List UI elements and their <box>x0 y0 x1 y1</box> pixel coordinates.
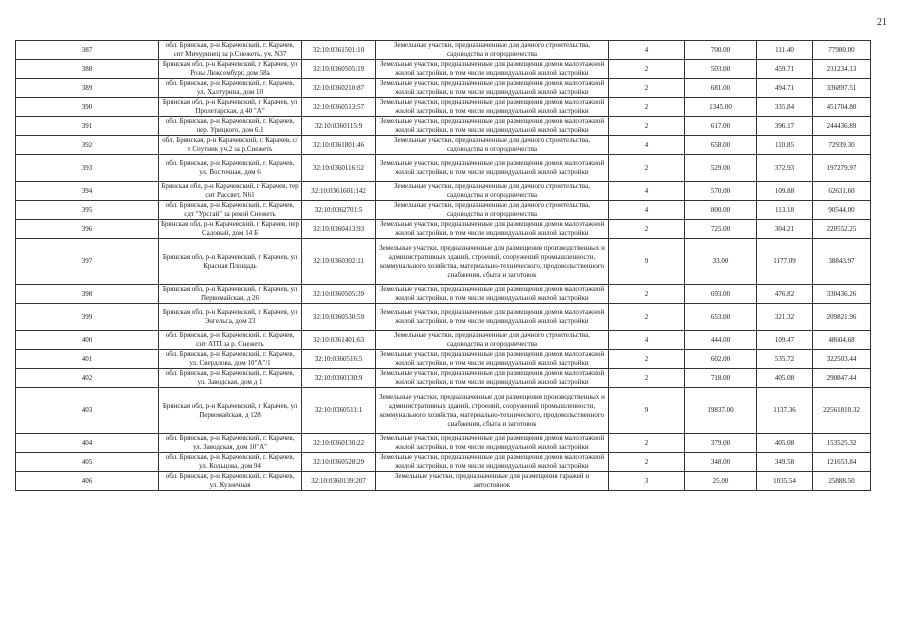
cadastral-number: 32:10:0360139:207 <box>302 472 376 491</box>
cadastral-number: 32:10:0360513:57 <box>302 98 376 117</box>
table-row <box>16 220 871 239</box>
land-area: 718.00 <box>685 369 757 388</box>
land-area: 503.00 <box>685 60 757 79</box>
address-cell: обл. Брянская, р-н Карачевский, г. Карачев, ул. Заводская, дом д 1 <box>159 369 302 388</box>
row-number: 392 <box>16 136 159 155</box>
use-category: 9 <box>609 388 685 434</box>
land-area: 1345.00 <box>685 98 757 117</box>
table-row <box>16 155 871 182</box>
address-cell: обл. Брянская, р-н Карачевский, г. Карачев, ул. Кузнечная <box>159 472 302 491</box>
permitted-use: Земельные участки, предназначенные для размещения домов малоэтажной жилой застройки, в том числе индивидуальной жилой застройки <box>376 155 609 182</box>
specific-value: 459.71 <box>757 60 813 79</box>
row-number: 402 <box>16 369 159 388</box>
cadastral-number: 32:10:0360505:39 <box>302 285 376 304</box>
permitted-use: Земельные участки, предназначенные для размещения производственных и административных зданий, строений, сооружений промышленности, коммунального хозяйства, материально-технического, продовольственного снабжения, сбыта и заготовок <box>376 388 609 434</box>
permitted-use: Земельные участки, предназначенные для размещения домов малоэтажной жилой застройки, в том числе индивидуальной жилой застройки <box>376 285 609 304</box>
use-category: 4 <box>609 201 685 220</box>
cadastral-number: 32:10:0360530:59 <box>302 304 376 331</box>
table-row <box>16 350 871 369</box>
address-cell: Брянская обл, р-н Карачевский, г Карачев, пер Садовый, дом 14 Б <box>159 220 302 239</box>
cadastral-number: 32:10:0361801:46 <box>302 136 376 155</box>
specific-value: 1137.36 <box>757 388 813 434</box>
cadastral-number: 32:10:0362701:5 <box>302 201 376 220</box>
row-number: 398 <box>16 285 159 304</box>
use-category: 2 <box>609 434 685 453</box>
address-cell: Брянская обл, р-н Карачевский, г Карачев, ул Энгельса, дом 23 <box>159 304 302 331</box>
cadastral-number: 32:10:0360130:22 <box>302 434 376 453</box>
permitted-use: Земельные участки, предназначенные для дачного строительства, садоводства и огородничества <box>376 136 609 155</box>
cadastral-number: 32:10:0360528:29 <box>302 453 376 472</box>
use-category: 4 <box>609 182 685 201</box>
cadastral-value: 451704.80 <box>813 98 871 117</box>
land-area: 693.00 <box>685 285 757 304</box>
cadastral-value: 72939.30 <box>813 136 871 155</box>
cadastral-number: 32:10:0361401:63 <box>302 331 376 350</box>
cadastral-value: 38843.97 <box>813 239 871 285</box>
land-area: 33.00 <box>685 239 757 285</box>
land-area: 19837.00 <box>685 388 757 434</box>
use-category: 2 <box>609 304 685 331</box>
table-row <box>16 304 871 331</box>
address-cell: Брянская обл, р-н Карачевский, г Карачев, ул Розы Люксембург, дом 58а <box>159 60 302 79</box>
land-area: 379.00 <box>685 434 757 453</box>
use-category: 4 <box>609 331 685 350</box>
table-row <box>16 182 871 201</box>
land-registry-table <box>15 40 871 491</box>
cadastral-value: 220552.25 <box>813 220 871 239</box>
land-area: 725.00 <box>685 220 757 239</box>
row-number: 394 <box>16 182 159 201</box>
address-cell: обл. Брянская, р-н Карачевский, г. Карачев, пер. Урицкого, дом 6.1 <box>159 117 302 136</box>
cadastral-value: 90544.00 <box>813 201 871 220</box>
address-cell: обл. Брянская, р-н Карачевский, г. Карачев, ул. Заводская, дом 10"А" <box>159 434 302 453</box>
row-number: 400 <box>16 331 159 350</box>
row-number: 399 <box>16 304 159 331</box>
specific-value: 494.71 <box>757 79 813 98</box>
cadastral-value: 244436.89 <box>813 117 871 136</box>
specific-value: 476.82 <box>757 285 813 304</box>
cadastral-value: 48604.68 <box>813 331 871 350</box>
address-cell: Брянская обл, р-н Карачевский, г Карачев, ул Первомайская, д 26 <box>159 285 302 304</box>
use-category: 2 <box>609 98 685 117</box>
row-number: 405 <box>16 453 159 472</box>
table-row <box>16 388 871 434</box>
address-cell: обл. Брянская, р-н Карачевский, г. Карачев, ул. Восточная, дом 6 <box>159 155 302 182</box>
table-row <box>16 472 871 491</box>
use-category: 2 <box>609 79 685 98</box>
address-cell: обл. Брянская, р-н Карачевский, г. Карачев, снт АТП за р. Снежеть <box>159 331 302 350</box>
table-row <box>16 369 871 388</box>
specific-value: 1177.09 <box>757 239 813 285</box>
use-category: 3 <box>609 472 685 491</box>
specific-value: 111.40 <box>757 41 813 60</box>
specific-value: 1035.54 <box>757 472 813 491</box>
table-row <box>16 41 871 60</box>
permitted-use: Земельные участки, предназначенные для дачного строительства, садоводства и огородничества <box>376 201 609 220</box>
land-area: 444.00 <box>685 331 757 350</box>
table-row <box>16 331 871 350</box>
land-area: 800.00 <box>685 201 757 220</box>
use-category: 2 <box>609 350 685 369</box>
row-number: 393 <box>16 155 159 182</box>
cadastral-number: 32:10:0360130:9 <box>302 369 376 388</box>
table-row <box>16 79 871 98</box>
permitted-use: Земельные участки, предназначенные для размещения домов малоэтажной жилой застройки, в том числе индивидуальной жилой застройки <box>376 453 609 472</box>
cadastral-number: 32:10:0360413:93 <box>302 220 376 239</box>
table-row <box>16 239 871 285</box>
specific-value: 535.72 <box>757 350 813 369</box>
specific-value: 335.84 <box>757 98 813 117</box>
address-cell: обл. Брянская, р-н Карачевский, г. Карачев, ул. Кольцова, дом 94 <box>159 453 302 472</box>
cadastral-number: 32:10:0360511:1 <box>302 388 376 434</box>
cadastral-value: 330436.26 <box>813 285 871 304</box>
cadastral-value: 290847.44 <box>813 369 871 388</box>
page-number: 21 <box>877 17 887 28</box>
use-category: 4 <box>609 136 685 155</box>
permitted-use: Земельные участки, предназначенные для размещения гаражей и автостоянок <box>376 472 609 491</box>
cadastral-value: 121653.84 <box>813 453 871 472</box>
cadastral-number: 32:10:0360302:11 <box>302 239 376 285</box>
permitted-use: Земельные участки, предназначенные для размещения производственных и административных зданий, строений, сооружений промышленности, коммунального хозяйства, материально-технического, продовольственного снабжения, сбыта и заготовок <box>376 239 609 285</box>
land-area: 570.00 <box>685 182 757 201</box>
table-row <box>16 117 871 136</box>
row-number: 397 <box>16 239 159 285</box>
use-category: 2 <box>609 285 685 304</box>
cadastral-value: 209821.96 <box>813 304 871 331</box>
use-category: 2 <box>609 60 685 79</box>
land-area: 658.00 <box>685 136 757 155</box>
land-area: 653.00 <box>685 304 757 331</box>
use-category: 2 <box>609 369 685 388</box>
permitted-use: Земельные участки, предназначенные для размещения домов малоэтажной жилой застройки, в том числе индивидуальной жилой застройки <box>376 369 609 388</box>
table-row <box>16 285 871 304</box>
table-row <box>16 60 871 79</box>
use-category: 2 <box>609 453 685 472</box>
land-area: 25.00 <box>685 472 757 491</box>
use-category: 2 <box>609 117 685 136</box>
specific-value: 304.21 <box>757 220 813 239</box>
cadastral-value: 336897.51 <box>813 79 871 98</box>
table-row <box>16 98 871 117</box>
address-cell: Брянская обл, р-н Карачевский, г Карачев, ул Пролетарская, д 40 "А" <box>159 98 302 117</box>
row-number: 404 <box>16 434 159 453</box>
use-category: 2 <box>609 155 685 182</box>
row-number: 406 <box>16 472 159 491</box>
cadastral-value: 22561810.32 <box>813 388 871 434</box>
land-area: 700.00 <box>685 41 757 60</box>
specific-value: 405.08 <box>757 434 813 453</box>
address-cell: Брянская обл, р-н Карачевский, г Карачев, ул Первомайская, д 128 <box>159 388 302 434</box>
cadastral-value: 153525.32 <box>813 434 871 453</box>
address-cell: обл. Брянская, р-н Карачевский, г. Карачев, ул. Свердлова, дом 10"А"/1 <box>159 350 302 369</box>
permitted-use: Земельные участки, предназначенные для размещения домов малоэтажной жилой застройки, в том числе индивидуальной жилой застройки <box>376 304 609 331</box>
table-row <box>16 434 871 453</box>
row-number: 388 <box>16 60 159 79</box>
land-area: 602.00 <box>685 350 757 369</box>
cadastral-value: 62631.60 <box>813 182 871 201</box>
cadastral-value: 322503.44 <box>813 350 871 369</box>
permitted-use: Земельные участки, предназначенные для размещения домов малоэтажной жилой застройки, в том числе индивидуальной жилой застройки <box>376 350 609 369</box>
cadastral-value: 231234.13 <box>813 60 871 79</box>
row-number: 395 <box>16 201 159 220</box>
specific-value: 110.85 <box>757 136 813 155</box>
permitted-use: Земельные участки, предназначенные для размещения домов малоэтажной жилой застройки, в том числе индивидуальной жилой застройки <box>376 98 609 117</box>
cadastral-value: 77980.00 <box>813 41 871 60</box>
permitted-use: Земельные участки, предназначенные для размещения домов малоэтажной жилой застройки, в том числе индивидуальной жилой застройки <box>376 79 609 98</box>
address-cell: Брянская обл, р-н Карачевский, г Карачев, ул Красная Площадь <box>159 239 302 285</box>
row-number: 396 <box>16 220 159 239</box>
specific-value: 396.17 <box>757 117 813 136</box>
permitted-use: Земельные участки, предназначенные для размещения домов малоэтажной жилой застройки, в том числе индивидуальной жилой застройки <box>376 60 609 79</box>
permitted-use: Земельные участки, предназначенные для размещения домов малоэтажной жилой застройки, в том числе индивидуальной жилой застройки <box>376 434 609 453</box>
table-row <box>16 453 871 472</box>
use-category: 2 <box>609 220 685 239</box>
cadastral-number: 32:10:0361601:142 <box>302 182 376 201</box>
address-cell: Брянская обл, р-н Карачевский, г Карачев, тер снт Рассвет, N61 <box>159 182 302 201</box>
cadastral-number: 32:10:0360516:5 <box>302 350 376 369</box>
row-number: 391 <box>16 117 159 136</box>
address-cell: обл. Брянская, р-н Карачевский, г. Карачев, снт Мичуринец за р.Снежеть, уч. N37 <box>159 41 302 60</box>
specific-value: 321.32 <box>757 304 813 331</box>
cadastral-number: 32:10:0361501:10 <box>302 41 376 60</box>
specific-value: 405.08 <box>757 369 813 388</box>
land-area: 681.00 <box>685 79 757 98</box>
permitted-use: Земельные участки, предназначенные для дачного строительства, садоводства и огородничества <box>376 331 609 350</box>
permitted-use: Земельные участки, предназначенные для дачного строительства, садоводства и огородничества <box>376 182 609 201</box>
permitted-use: Земельные участки, предназначенные для размещения домов малоэтажной жилой застройки, в том числе индивидуальной жилой застройки <box>376 117 609 136</box>
cadastral-number: 32:10:0360505:19 <box>302 60 376 79</box>
table-row <box>16 201 871 220</box>
specific-value: 372.93 <box>757 155 813 182</box>
cadastral-value: 25888.50 <box>813 472 871 491</box>
permitted-use: Земельные участки, предназначенные для дачного строительства, садоводства и огородничества <box>376 41 609 60</box>
specific-value: 113.18 <box>757 201 813 220</box>
permitted-use: Земельные участки, предназначенные для размещения домов малоэтажной жилой застройки, в том числе индивидуальной жилой застройки <box>376 220 609 239</box>
cadastral-number: 32:10:0360210:87 <box>302 79 376 98</box>
address-cell: обл. Брянская, р-н Карачевский, г. Карачев, сдт "Урсгай" за рекой Снежеть <box>159 201 302 220</box>
row-number: 389 <box>16 79 159 98</box>
specific-value: 109.47 <box>757 331 813 350</box>
row-number: 390 <box>16 98 159 117</box>
address-cell: обл. Брянская, р-н Карачевский, г. Карачев, с/т Спутник уч.2 за р.Снежеть <box>159 136 302 155</box>
specific-value: 109.88 <box>757 182 813 201</box>
row-number: 403 <box>16 388 159 434</box>
cadastral-value: 197279.97 <box>813 155 871 182</box>
cadastral-number: 32:10:0360116:52 <box>302 155 376 182</box>
land-area: 348.00 <box>685 453 757 472</box>
row-number: 401 <box>16 350 159 369</box>
table-body <box>16 41 871 491</box>
land-area: 529.00 <box>685 155 757 182</box>
use-category: 9 <box>609 239 685 285</box>
table-row <box>16 136 871 155</box>
use-category: 4 <box>609 41 685 60</box>
row-number: 387 <box>16 41 159 60</box>
land-area: 617.00 <box>685 117 757 136</box>
cadastral-number: 32:10:0360115:9 <box>302 117 376 136</box>
specific-value: 349.58 <box>757 453 813 472</box>
address-cell: обл. Брянская, р-н Карачевский, г. Карачев, ул. Халтурина, дом 10 <box>159 79 302 98</box>
